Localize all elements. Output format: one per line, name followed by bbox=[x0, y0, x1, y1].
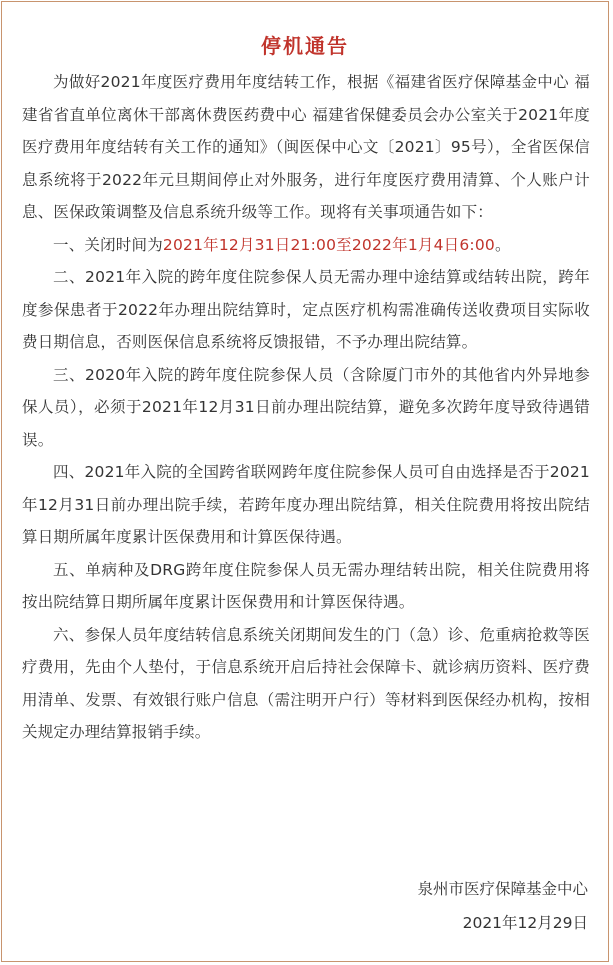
notice-title: 停机通告 bbox=[261, 34, 349, 58]
notice-body bbox=[22, 66, 590, 749]
signature-org: 泉州市医疗保障基金中心 bbox=[417, 880, 588, 898]
item-3-paragraph: 三、2020年入院的跨年度住院参保人员（含除厦门市外的其他省内外异地参保人员），必须于2021年12月31日前办理出院结算，避免多次跨年度导致待遇错误。 bbox=[22, 365, 590, 449]
item-1-suffix: 。 bbox=[494, 235, 511, 254]
signature-block bbox=[417, 872, 588, 940]
intro-paragraph: 为做好2021年度医疗费用年度结转工作，根据《福建省医疗保障基金中心 福建省省直单位离休干部离休费医药费中心 福建省保健委员会办公室关于2021年度医疗费用年度结转有关工作的通知》（闽医保中心文〔2021〕95号），全省医保信息系统将于2022年元旦期间停止对外服务，进行年度医疗费用清算、个人账户计息、医保政策调整及信息系统升级等工作。现将有关事项通告如下： bbox=[22, 73, 590, 221]
item-4-paragraph: 四、2021年入院的全国跨省联网跨年度住院参保人员可自由选择是否于2021年12月31日前办理出院手续，若跨年度办理出院结算，相关住院费用将按出院结算日期所属年度累计医保费用和计算医保待遇。 bbox=[22, 463, 590, 546]
signature-date: 2021年12月29日 bbox=[462, 914, 588, 932]
item-5-paragraph: 五、单病种及DRG跨年度住院参保人员无需办理结转出院，相关住院费用将按出院结算日期所属年度累计医保费用和计算医保待遇。 bbox=[22, 560, 590, 611]
item-1-paragraph bbox=[22, 229, 590, 262]
closure-time: 2021年12月31日21:00至2022年1月4日6:00 bbox=[162, 235, 495, 254]
item-2-paragraph: 二、2021年入院的跨年度住院参保人员无需办理中途结算或结转出院，跨年度参保患者于2022年办理出院结算时，定点医疗机构需准确传送收费项目实际收费日期信息，否则医保信息系统将反馈报错，不予办理出院结算。 bbox=[22, 268, 590, 351]
notice-frame bbox=[1, 1, 609, 962]
item-1-prefix: 一、关闭时间为 bbox=[53, 235, 163, 254]
item-6-paragraph: 六、参保人员年度结转信息系统关闭期间发生的门（急）诊、危重病抢救等医疗费用，先由个人垫付，于信息系统开启后持社会保障卡、就诊病历资料、医疗费用清单、发票、有效银行账户信息（需注明开户行）等材料到医保经办机构，按相关规定办理结算报销手续。 bbox=[22, 625, 590, 741]
